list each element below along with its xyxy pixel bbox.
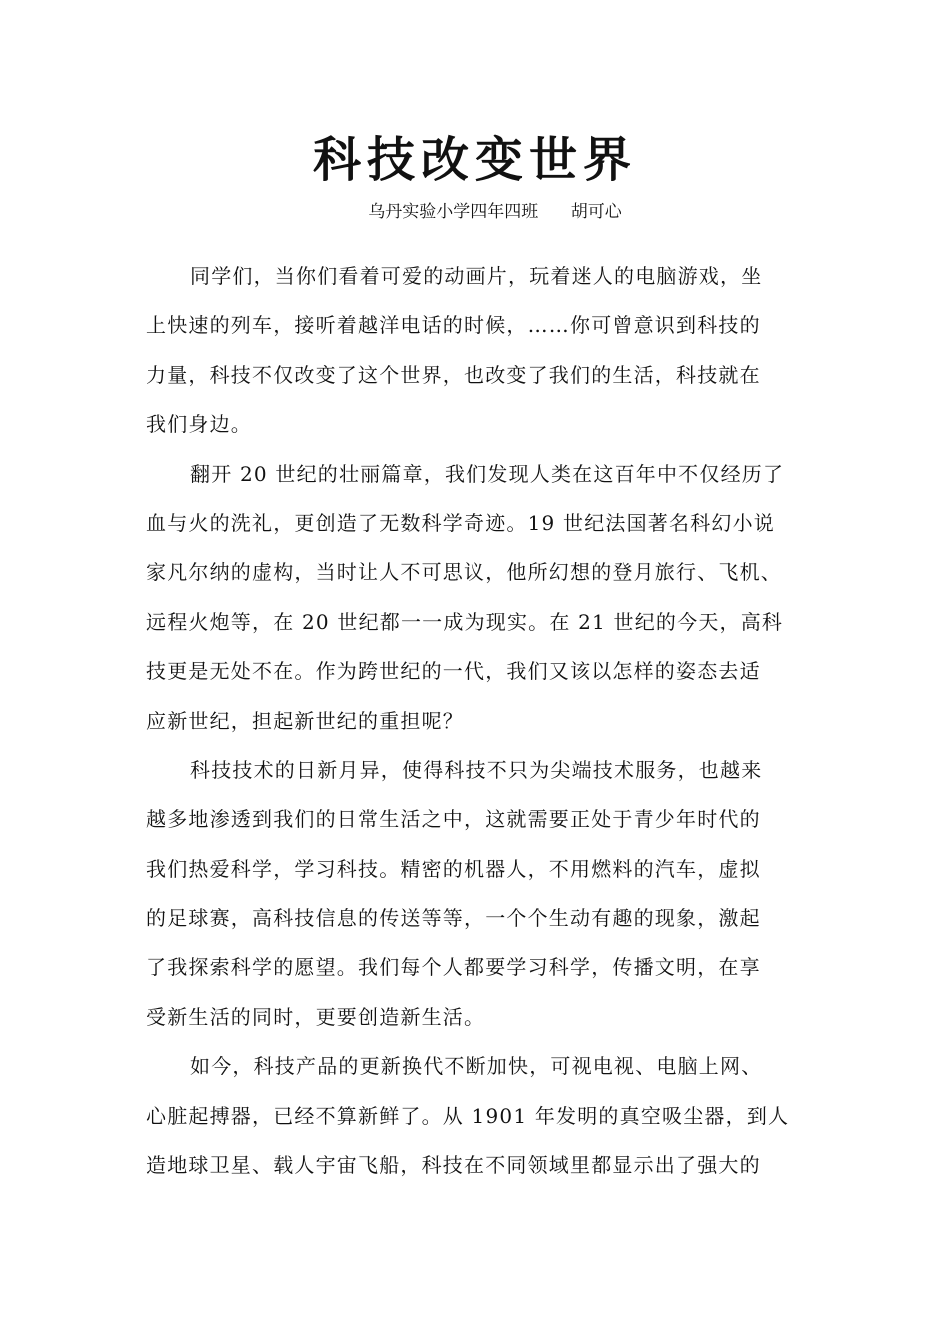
text-line: 造地球卫星、载人宇宙飞船，科技在不同领域里都显示出了强大的 [146,1153,761,1178]
document-body [146,252,816,1190]
text-line: 如今，科技产品的更新换代不断加快，可视电视、电脑上网、 [190,1054,763,1079]
text-line: 的足球赛，高科技信息的传送等等，一个个生动有趣的现象，激起 [146,906,761,931]
text-line: 心脏起搏器，已经不算新鲜了。从 1901 年发明的真空吸尘器，到人 [146,1103,790,1128]
text-line: 科技技术的日新月异，使得科技不只为尖端技术服务，也越来 [190,757,763,782]
text-line: 上快速的列车，接听着越洋电话的时候，……你可曾意识到科技的 [146,313,761,338]
text-line: 应新世纪，担起新世纪的重担呢？ [146,708,464,733]
text-line: 同学们，当你们看着可爱的动画片，玩着迷人的电脑游戏，坐 [190,264,763,288]
paragraph [146,252,816,450]
paragraph [146,450,816,746]
text-line: 力量，科技不仅改变了这个世界，也改变了我们的生活，科技就在 [146,362,761,387]
paragraph [146,1042,816,1190]
author-byline: 乌丹实验小学四年四班 胡可心 [368,202,622,222]
paragraph [146,746,816,1042]
text-line: 我们热爱科学，学习科技。精密的机器人，不用燃料的汽车，虚拟 [146,856,761,881]
document-title: 科技改变世界 [312,132,637,188]
text-line: 越多地渗透到我们的日常生活之中，这就需要正处于青少年时代的 [146,807,761,832]
text-line: 技更是无处不在。作为跨世纪的一代，我们又该以怎样的姿态去适 [146,659,761,684]
text-line: 我们身边。 [146,412,252,437]
text-line: 受新生活的同时，更要创造新生活。 [146,1004,486,1029]
text-line: 翻开 20 世纪的壮丽篇章，我们发现人类在这百年中不仅经历了 [190,461,785,486]
text-line: 了我探索科学的愿望。我们每个人都要学习科学，传播文明，在享 [146,955,761,980]
text-line: 家凡尔纳的虚构，当时让人不可思议，他所幻想的登月旅行、飞机、 [146,560,782,585]
text-line: 远程火炮等，在 20 世纪都一一成为现实。在 21 世纪的今天，高科 [146,609,784,634]
text-line: 血与火的洗礼，更创造了无数科学奇迹。19 世纪法国著名科幻小说 [146,510,776,535]
